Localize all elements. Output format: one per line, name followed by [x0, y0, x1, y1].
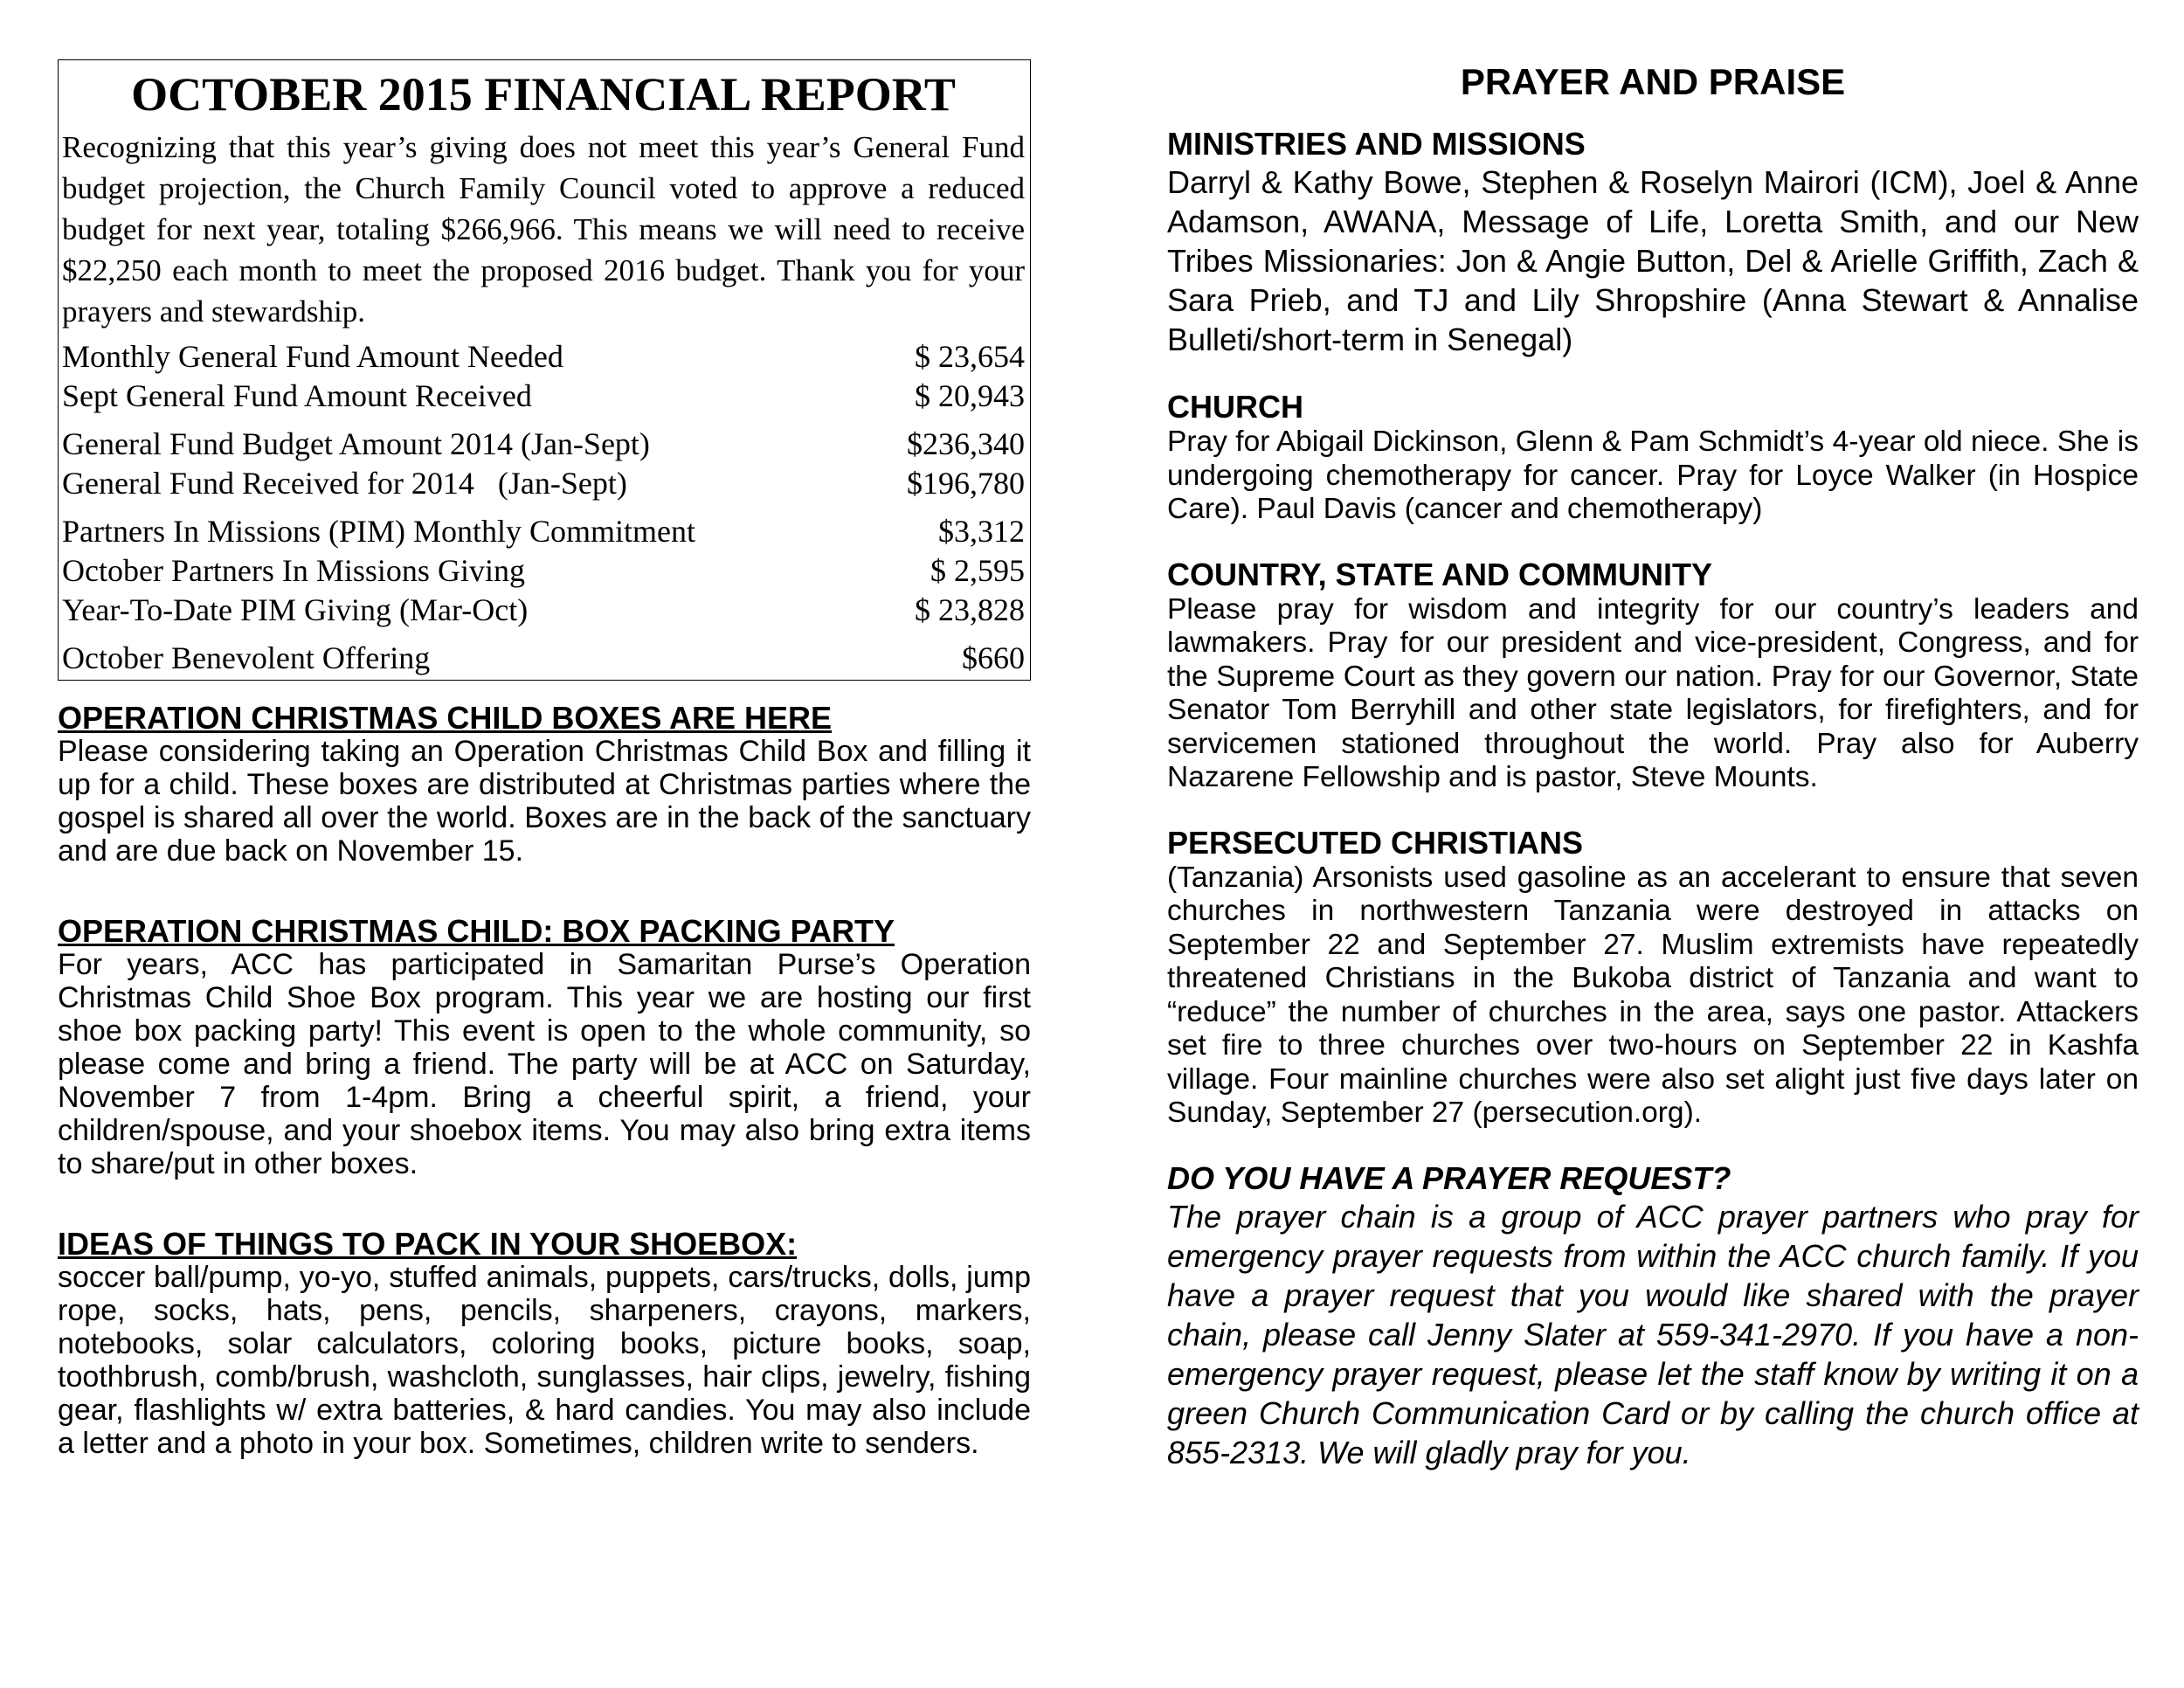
financial-row: [62, 591, 1025, 630]
financial-amount: $ 2,595: [930, 553, 1025, 588]
financial-amount: $196,780: [907, 466, 1025, 501]
financial-amount: $660: [962, 640, 1025, 675]
financial-amount: $236,340: [907, 426, 1025, 461]
financial-amount: $ 23,828: [915, 592, 1025, 627]
financial-amount: $ 23,654: [915, 339, 1025, 374]
financial-row: [62, 337, 1025, 377]
financial-label: Monthly General Fund Amount Needed: [62, 339, 563, 374]
section-body: For years, ACC has participated in Samaritan Purse’s Operation Christmas Child Shoe Box program. This year we are hosting our first shoe box packing party! This event is open to the whole community, so please come and bring a friend. The party will be at ACC on Saturday, November 7 from 1-4pm. Bring a cheerful spirit, a friend, your children/spouse, and your shoebox items. You may also bring extra items to share/put in other boxes.: [58, 948, 1031, 1180]
section-body: soccer ball/pump, yo-yo, stuffed animals, puppets, cars/trucks, dolls, jump rope, socks, hats, pens, pencils, sharpeners, crayons, markers, notebooks, solar calculators, coloring books, picture books, soap, toothbrush, comb/brush, washcloth, sunglasses, hair clips, jewelry, fishing gear, flashlights w/ extra batteries, & hard candies. You may also include a letter and a photo in your box. Sometimes, children write to senders.: [58, 1261, 1031, 1460]
section-heading: MINISTRIES AND MISSIONS: [1167, 126, 1586, 162]
section-packing-party: [58, 915, 1031, 1180]
section-body: The prayer chain is a group of ACC prayer partners who pray for emergency prayer requests from within the ACC church family. If you have a prayer request that you would like shared with the prayer chain, please call Jenny Slater at 559-341-2970. If you have a non-emergency prayer request, please let the staff know by writing it on a green Church Communication Card or by calling the church office at 855-2313. We will gladly pray for you.: [1167, 1198, 2139, 1470]
section-prayer-request: [1167, 1160, 2139, 1472]
financial-group-pim: [62, 512, 1025, 630]
section-body: (Tanzania) Arsonists used gasoline as an accelerant to ensure that seven churches in northwestern Tanzania were destroyed in attacks on September 22 and September 27. Muslim extremists have repeatedly threatened Christians in the Bukoba district of Tanzania and want to “reduce” the number of churches in the area, says one pastor. Attackers set fire to three churches over two-hours on September 22 in Kashfa village. Four mainline churches were also set alight just five days later on Sunday, September 27 (persecution.org).: [1167, 861, 2139, 1129]
financial-group-general-monthly: [62, 337, 1025, 416]
financial-label: Partners In Missions (PIM) Monthly Commitment: [62, 514, 696, 549]
financial-row: [62, 464, 1025, 503]
section-church: [1167, 389, 2139, 527]
section-heading: COUNTRY, STATE AND COMMUNITY: [1167, 556, 1712, 592]
financial-group-benevolent: [62, 639, 1025, 678]
section-heading: IDEAS OF THINGS TO PACK IN YOUR SHOEBOX:: [58, 1226, 798, 1262]
financial-amount: $3,312: [938, 514, 1025, 549]
financial-row: [62, 377, 1025, 416]
section-occ-boxes: [58, 702, 1031, 868]
section-heading: CHURCH: [1167, 389, 1303, 425]
financial-row: [62, 639, 1025, 678]
section-body: Pray for Abigail Dickinson, Glenn & Pam Schmidt’s 4-year old niece. She is undergoing chemotherapy for cancer. Pray for Loyce Walker (in Hospice Care). Paul Davis (cancer and chemotherapy): [1167, 425, 2139, 525]
financial-report-title: OCTOBER 2015 FINANCIAL REPORT: [131, 68, 956, 121]
section-country-state-community: [1167, 557, 2139, 795]
financial-row: [62, 551, 1025, 591]
financial-label: General Fund Budget Amount 2014 (Jan-Sept): [62, 426, 650, 461]
financial-amount: $ 20,943: [915, 378, 1025, 413]
section-body: Darryl & Kathy Bowe, Stephen & Roselyn Mairori (ICM), Joel & Anne Adamson, AWANA, Message of Life, Loretta Smith, and our New Tribes Missionaries: Jon & Angie Button, Del & Arielle Griffith, Zach & Sara Prieb, and TJ and Lily Shropshire (Anna Stewart & Annalise Bulleti/short-term in Senegal): [1167, 164, 2139, 357]
financial-label: October Partners In Missions Giving: [62, 553, 525, 588]
section-ministries-missions: [1167, 126, 2139, 359]
left-column: [58, 59, 1031, 1460]
section-heading: PERSECUTED CHRISTIANS: [1167, 824, 1584, 861]
section-body: Please considering taking an Operation Christmas Child Box and filling it up for a child. These boxes are distributed at Christmas parties where the gospel is shared all over the world. Boxes are in the back of the sanctuary and are due back on November 15.: [58, 735, 1031, 868]
section-heading: OPERATION CHRISTMAS CHILD: BOX PACKING PARTY: [58, 913, 895, 949]
financial-label: Sept General Fund Amount Received: [62, 378, 532, 413]
section-heading: OPERATION CHRISTMAS CHILD BOXES ARE HERE: [58, 700, 833, 736]
financial-row: [62, 425, 1025, 464]
section-body: Please pray for wisdom and integrity for our country’s leaders and lawmakers. Pray for our president and vice-president, Congress, and for the Supreme Court as they govern our nation. Pray for our Governor, State Senator Tom Berryhill and other state legislators, for firefighters, and for servicemen stationed throughout the world. Pray also for Auberry Nazarene Fellowship and is pastor, Steve Mounts.: [1167, 592, 2139, 793]
section-shoebox-ideas: [58, 1228, 1031, 1460]
financial-label: Year-To-Date PIM Giving (Mar-Oct): [62, 592, 529, 627]
prayer-title: PRAYER AND PRAISE: [1460, 61, 1846, 102]
financial-label: October Benevolent Offering: [62, 640, 431, 675]
section-persecuted-christians: [1167, 825, 2139, 1131]
financial-row: [62, 512, 1025, 551]
right-column: [1167, 58, 2139, 1502]
financial-group-general-yearly: [62, 425, 1025, 503]
financial-report-box: [58, 59, 1031, 681]
section-heading: DO YOU HAVE A PRAYER REQUEST?: [1167, 1159, 1731, 1196]
financial-report-intro: Recognizing that this year’s giving does not meet this year’s General Fund budget projection, the Church Family Council voted to approve a reduced budget for next year, totaling $266,966. This means we will need to receive $22,250 each month to meet the proposed 2016 budget. Thank you for your prayers and stewardship.: [62, 130, 1025, 329]
financial-label: General Fund Received for 2014 (Jan-Sept): [62, 466, 627, 501]
